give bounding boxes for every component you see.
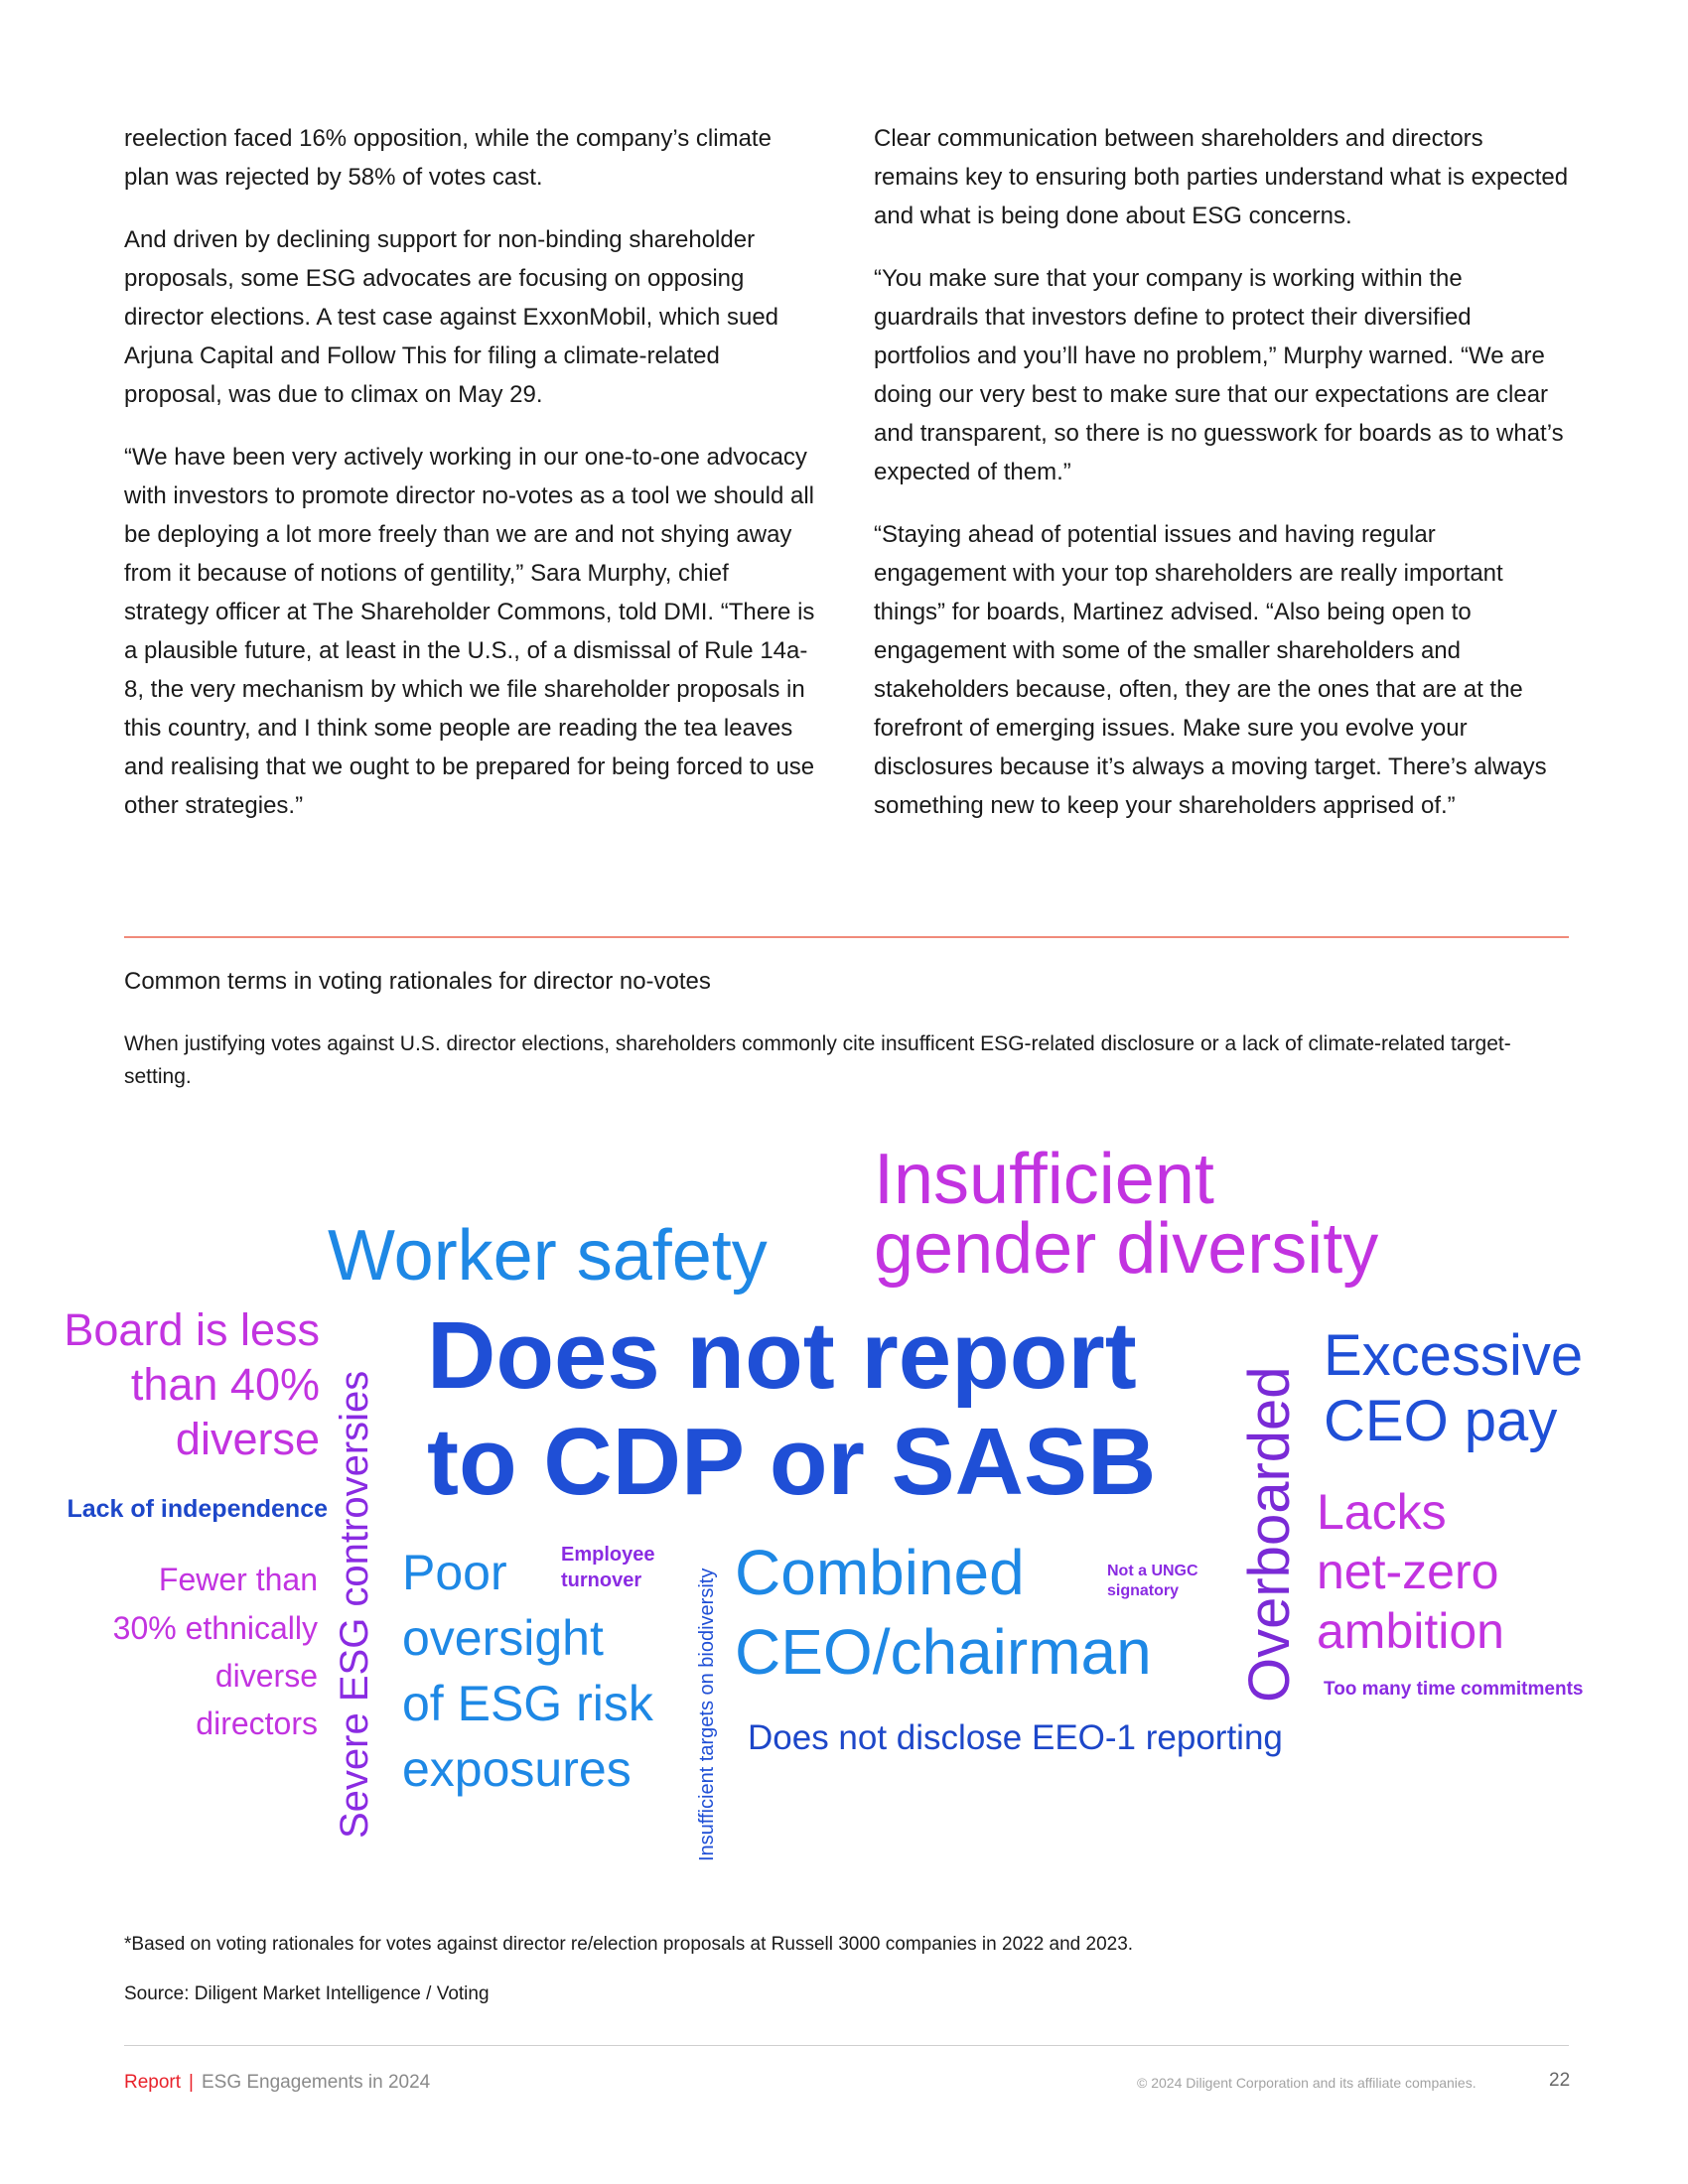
wordcloud-title: Common terms in voting rationales for director no-votes (124, 968, 711, 995)
paragraph: “We have been very actively working in our one-to-one advocacy with investors to promote director no-votes as a tool we should all be deploying a lot more freely than we are and not shying away from it because of notions of gentility,” Sara Murphy, chief strategy officer at The Shareholder Commons, told DMI. “There is a plausible future, at least in the U.S., of a dismissal of Rule 14a-8, the very mechanism by which we file shareholder proposals in this country, and I think some people are reading the tea leaves and realising that we ought to be prepared for being forced to use other strategies.” (124, 444, 815, 819)
term-lack-of-independence: Lack of independence (67, 1495, 328, 1523)
footer-divider (124, 2045, 1569, 2046)
term-severe-esg-controversies: Severe ESG controversies (333, 1370, 376, 1839)
term-poor-oversight-line3: of ESG risk (402, 1676, 653, 1731)
term-excessive-ceo-pay-line2: CEO pay (1324, 1389, 1558, 1453)
term-too-many-time-commitments: Too many time commitments (1324, 1679, 1584, 1700)
term-fewer-than-line3: diverse (214, 1658, 318, 1694)
paragraph: reelection faced 16% opposition, while the company’s climate plan was rejected by 58% of votes cast. (124, 125, 772, 191)
wordcloud-subtitle: When justifying votes against U.S. director elections, shareholders commonly cite insufficent ESG-related disclosure or a lack of climate-related target-setting. (124, 1032, 1511, 1088)
term-fewer-than-line2: 30% ethnically (112, 1610, 318, 1646)
term-poor-oversight-line1: Poor (402, 1545, 507, 1600)
paragraph: “Staying ahead of potential issues and having regular engagement with your top shareholders are really important things” for boards, Martinez advised. “Also being open to engagement with some of the smaller shareholders and stakeholders because, often, they are the ones that are at the forefront of emerging issues. Make sure you evolve your disclosures because it’s always a moving target. There’s always something new to keep your shareholders apprised of.” (874, 521, 1547, 819)
term-combined-ceo-line1: Combined (735, 1537, 1025, 1608)
term-not-ungc-line1: Not a UNGC (1107, 1563, 1198, 1579)
page-number: 22 (1549, 2070, 1571, 2091)
term-combined-ceo-line2: CEO/chairman (735, 1616, 1152, 1688)
term-worker-safety: Worker safety (328, 1216, 768, 1296)
body-column-right (874, 119, 1569, 849)
term-poor-oversight-line2: oversight (402, 1610, 604, 1666)
footer-brand: Report (124, 2072, 182, 2093)
term-insufficient-targets-biodiversity: Insufficient targets on biodiversity (696, 1568, 718, 1861)
term-fewer-than-line4: directors (196, 1706, 318, 1741)
term-fewer-than-line1: Fewer than (158, 1562, 318, 1597)
term-poor-oversight-line4: exposures (402, 1741, 632, 1797)
footer-separator: | (189, 2072, 194, 2093)
term-employee-turnover-line2: turnover (561, 1570, 642, 1591)
term-excessive-ceo-pay-line1: Excessive (1324, 1323, 1584, 1388)
footer-title: ESG Engagements in 2024 (201, 2072, 431, 2093)
term-board-less-line2: than 40% (130, 1359, 320, 1410)
footer-report-label (124, 2072, 430, 2094)
section-divider (124, 936, 1569, 938)
term-does-not-report-line1: Does not report (427, 1302, 1137, 1409)
body-column-left (124, 119, 819, 849)
term-not-ungc-line2: signatory (1107, 1582, 1180, 1599)
footnote: *Based on voting rationales for votes against director re/election proposals at Russell 3000 companies in 2022 and 2023. (124, 1934, 1134, 1955)
term-does-not-disclose-eeo: Does not disclose EEO-1 reporting (748, 1718, 1283, 1757)
term-lacks-netzero-line2: net-zero (1317, 1544, 1499, 1599)
term-overboarded: Overboarded (1237, 1366, 1302, 1703)
term-insufficient-gender-diversity-line1: Insufficient (874, 1140, 1214, 1219)
paragraph: And driven by declining support for non-binding shareholder proposals, some ESG advocates are focusing on opposing director elections. A test case against ExxonMobil, which sued Arjuna Capital and Follow This for filing a climate-related proposal, was due to climax on May 29. (124, 226, 779, 408)
term-board-less-line1: Board is less (64, 1304, 320, 1355)
term-lacks-netzero-line3: ambition (1317, 1603, 1504, 1659)
term-does-not-report-line2: to CDP or SASB (427, 1409, 1157, 1515)
term-insufficient-gender-diversity-line2: gender diversity (874, 1209, 1379, 1289)
term-board-less-line3: diverse (175, 1414, 320, 1464)
term-lacks-netzero-line1: Lacks (1317, 1484, 1447, 1540)
source-note: Source: Diligent Market Intelligence / Voting (124, 1983, 490, 2004)
paragraph: Clear communication between shareholders and directors remains key to ensuring both parties understand what is expected and what is being done about ESG concerns. (874, 125, 1569, 229)
paragraph: “You make sure that your company is working within the guardrails that investors define to protect their diversified portfolios and you’ll have no problem,” Murphy warned. “We are doing our very best to make sure that our expectations are clear and transparent, so there is no guesswork for boards as to what’s expected of them.” (874, 265, 1564, 485)
footer-copyright: © 2024 Diligent Corporation and its affiliate companies. (1137, 2075, 1477, 2091)
term-employee-turnover-line1: Employee (561, 1544, 655, 1566)
